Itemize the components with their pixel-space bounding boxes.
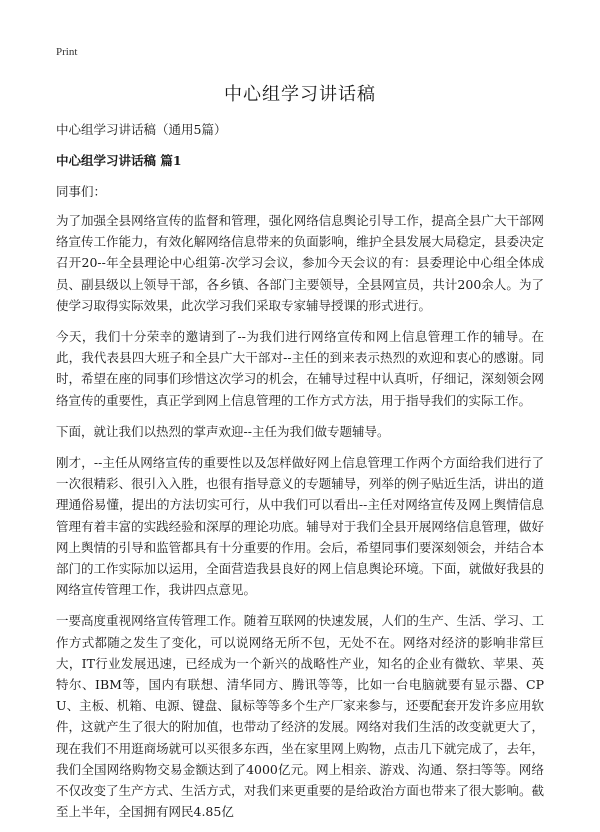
paragraph: 今天，我们十分荣幸的邀请到了--为我们进行网络宣传和网上信息管理工作的辅导。在此，我代表县四大班子和全县广大干部对--主任的到来表示热烈的欢迎和衷心的感谢。同时，希望在座的同事们珍惜这次学习的机会，在辅导过程中认真听，仔细记，深刻领会网络宣传的重要性，真正学到网上信息管理的工作方式方法，用于指导我们的实际工作。 (56, 329, 544, 408)
paragraph: 一要高度重视网络宣传管理工作。随着互联网的快速发展，人们的生产、生活、学习、工作方式都随之发生了变化，可以说网络无所不包，无处不在。网络对经济的影响非常巨大，IT行业发展迅速，已经成为一个新兴的战略性产业，知名的企业有微软、苹果、英特尔、IBM等，国内有联想、清华同方、腾讯等等，比如一台电脑就要有显示器、CPU、主板、机箱、电源、键盘、鼠标等等多个生产厂家来参与，还要配套开发许多应用软件，这就产生了很大的附加值，也带动了经济的发展。网络对我们生活的改变就更大了，现在我们不用逛商场就可以买很多东西，坐在家里网上购物，点击几下就完成了，去年，我们全国网络购物交易金额达到了4000亿元。网上相亲、游戏、沟通、祭扫等等。网络不仅改变了生产方式、生活方式，对我们来更重要的是给政治方面也带来了很大影响。截至上半年，全国拥有网民4.85亿 (56, 613, 544, 820)
section-heading: 中心组学习讲话稿 篇1 (56, 153, 182, 168)
print-label: Print (56, 46, 78, 58)
document-title: 中心组学习讲话稿 (224, 84, 376, 105)
document-body (56, 210, 544, 832)
document-subtitle: 中心组学习讲话稿（通用5篇） (56, 122, 227, 137)
paragraph: 为了加强全县网络宣传的监督和管理，强化网络信息舆论引导工作，提高全县广大干部网络宣传工作能力，有效化解网络信息带来的负面影响，维护全县发展大局稳定，县委决定召开20--年全县理论中心组第-次学习会议，参加今天会议的有：县委理论中心组全体成员、副县级以上领导干部，各乡镇、各部门主要领导，全县网宣员，共计200余人。为了使学习取得实际效果，此次学习我们采取专家辅导授课的形式进行。 (56, 213, 544, 313)
paragraph: 下面，就让我们以热烈的掌声欢迎--主任为我们做专题辅导。 (56, 423, 390, 439)
greeting: 同事们： (56, 184, 107, 199)
paragraph: 刚才，--主任从网络宣传的重要性以及怎样做好网上信息管理工作两个方面给我们进行了一次很精彩、很引入入胜，也很有指导意义的专题辅导，列举的例子贴近生活，讲出的道理通俗易懂，提出的方法切实可行，从中我们可以看出--主任对网络宣传及网上舆情信息管理有着丰富的实践经验和深厚的理论功底。辅导对于我们全县开展网络信息管理，做好网上舆情的引导和监管都具有十分重要的作用。会后，希望同事们要深刻领会，并结合本部门的工作实际加以运用，全面营造我县良好的网上信息舆论环境。下面，就做好我县的网络宣传管理工作，我讲四点意见。 (56, 455, 544, 598)
